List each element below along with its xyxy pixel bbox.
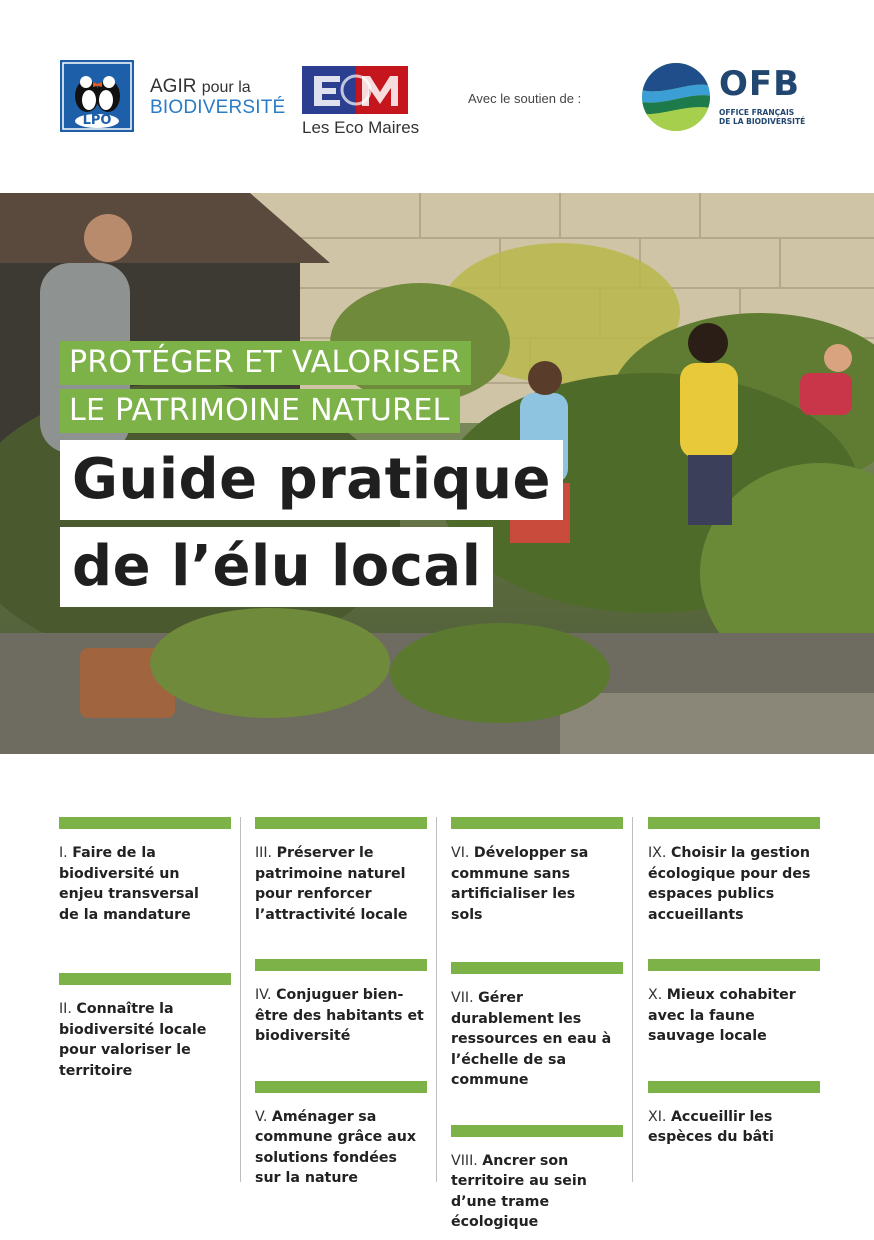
- chapter-title-rest: avec la faune sauvage locale: [648, 1007, 767, 1044]
- chapter-6: [451, 843, 611, 925]
- pour-la-word: pour la: [201, 79, 251, 96]
- chapter-number: II.: [59, 1001, 72, 1017]
- chapter-number: VI.: [451, 845, 470, 861]
- chapters-column-4: [648, 817, 820, 1148]
- chapter-title-first: Faire: [72, 845, 113, 861]
- chapter-title-first: Choisir: [670, 845, 727, 861]
- chapter-bar: [648, 959, 820, 971]
- chapters-column-1: [59, 817, 231, 1081]
- chapter-1: [59, 843, 209, 925]
- chapter-title-first: Ancrer: [482, 1152, 536, 1169]
- support-label: Avec le soutien de :: [468, 91, 582, 106]
- lpo-label: LPO: [82, 113, 112, 128]
- agir-logo: [150, 77, 285, 118]
- chapter-number: X.: [648, 987, 663, 1003]
- chapter-number: IV.: [255, 987, 272, 1003]
- chapter-title-rest: sa commune grâce aux solutions fondées sur la nature: [255, 1108, 417, 1186]
- chapter-title-first: Préserver: [276, 845, 355, 861]
- agir-word: AGIR: [150, 76, 197, 97]
- chapter-number: III.: [255, 845, 273, 861]
- chapter-title-rest: le patrimoine naturel pour renforcer l’attractivité locale: [255, 845, 408, 923]
- chapter-title-rest: bien-être des habitants et biodiversité: [255, 987, 424, 1044]
- chapter-number: VII.: [451, 990, 474, 1006]
- chapter-title-rest: les ressources en eau à l’échelle de sa commune: [451, 1010, 612, 1088]
- chapter-8: [451, 1151, 611, 1233]
- chapter-title-rest: son territoire au sein d’une trame écologique: [451, 1152, 587, 1230]
- chapter-number: VIII.: [451, 1152, 478, 1169]
- column-divider: [240, 817, 241, 1182]
- chapter-bar: [451, 962, 623, 974]
- chapter-4: [255, 985, 427, 1047]
- chapter-bar: [255, 817, 427, 829]
- chapter-number: I.: [59, 845, 68, 861]
- chapter-2: [59, 999, 229, 1081]
- chapter-bar: [59, 973, 231, 985]
- tagline-line-1: PROTÉGER ET VALORISER: [60, 341, 471, 385]
- guide-title-line-1: Guide pratique: [60, 440, 563, 520]
- ofb-circle-icon: [641, 62, 711, 132]
- eco-maires-icon: [302, 62, 410, 118]
- chapter-title-first: Connaître: [76, 1001, 155, 1017]
- chapter-5: [255, 1107, 420, 1189]
- chapter-title-first: Accueillir: [670, 1108, 745, 1125]
- column-divider: [436, 817, 437, 1182]
- column-divider: [632, 817, 633, 1182]
- chapter-9: [648, 843, 816, 925]
- chapter-title-first: Gérer durablement: [451, 990, 554, 1027]
- chapter-bar: [59, 817, 231, 829]
- chapter-bar: [255, 959, 427, 971]
- guide-title-line-2: de l’élu local: [60, 527, 493, 607]
- ofb-sub-line-2: DE LA BIODIVERSITÉ: [719, 117, 806, 126]
- chapter-3: [255, 843, 415, 925]
- chapters-column-2: [255, 817, 427, 1189]
- chapter-11: [648, 1107, 798, 1148]
- chapter-number: V.: [255, 1108, 268, 1125]
- chapter-title-rest: de la biodiversité un enjeu transversal de la mandature: [59, 845, 199, 923]
- chapter-bar: [648, 1081, 820, 1093]
- eco-maires-logo: [302, 62, 420, 138]
- ofb-logo: [641, 62, 821, 132]
- eco-maires-label: Les Eco Maires: [302, 118, 420, 137]
- chapter-number: IX.: [648, 845, 667, 861]
- chapter-bar: [451, 1125, 623, 1137]
- chapter-title-first: Développer: [473, 845, 566, 861]
- chapter-7: [451, 988, 623, 1091]
- tagline-line-2: LE PATRIMOINE NATUREL: [60, 389, 460, 433]
- chapter-title-first: Mieux cohabiter: [666, 987, 796, 1003]
- biodiversite-word: BIODIVERSITÉ: [150, 97, 286, 118]
- ofb-sub-line-1: OFFICE FRANÇAIS: [719, 108, 795, 117]
- chapter-number: XI.: [648, 1108, 667, 1125]
- chapter-bar: [451, 817, 623, 829]
- chapters-column-3: [451, 817, 623, 1233]
- chapter-title-first: Conjuguer: [276, 987, 359, 1003]
- chapter-title-rest: la biodiversité locale pour valoriser le territoire: [59, 1001, 207, 1079]
- chapter-bar: [255, 1081, 427, 1093]
- ofb-name: OFB: [719, 64, 801, 104]
- chapter-title-rest: les espèces du bâti: [648, 1108, 774, 1145]
- chapter-10: [648, 985, 816, 1047]
- lpo-logo: [60, 60, 134, 132]
- chapter-title-rest: la gestion écologique pour des espaces publics accueillants: [648, 845, 811, 923]
- chapter-bar: [648, 817, 820, 829]
- chapter-title-first: Aménager: [271, 1108, 354, 1125]
- chapter-title-rest: sa commune sans artificialiser les sols: [451, 845, 589, 923]
